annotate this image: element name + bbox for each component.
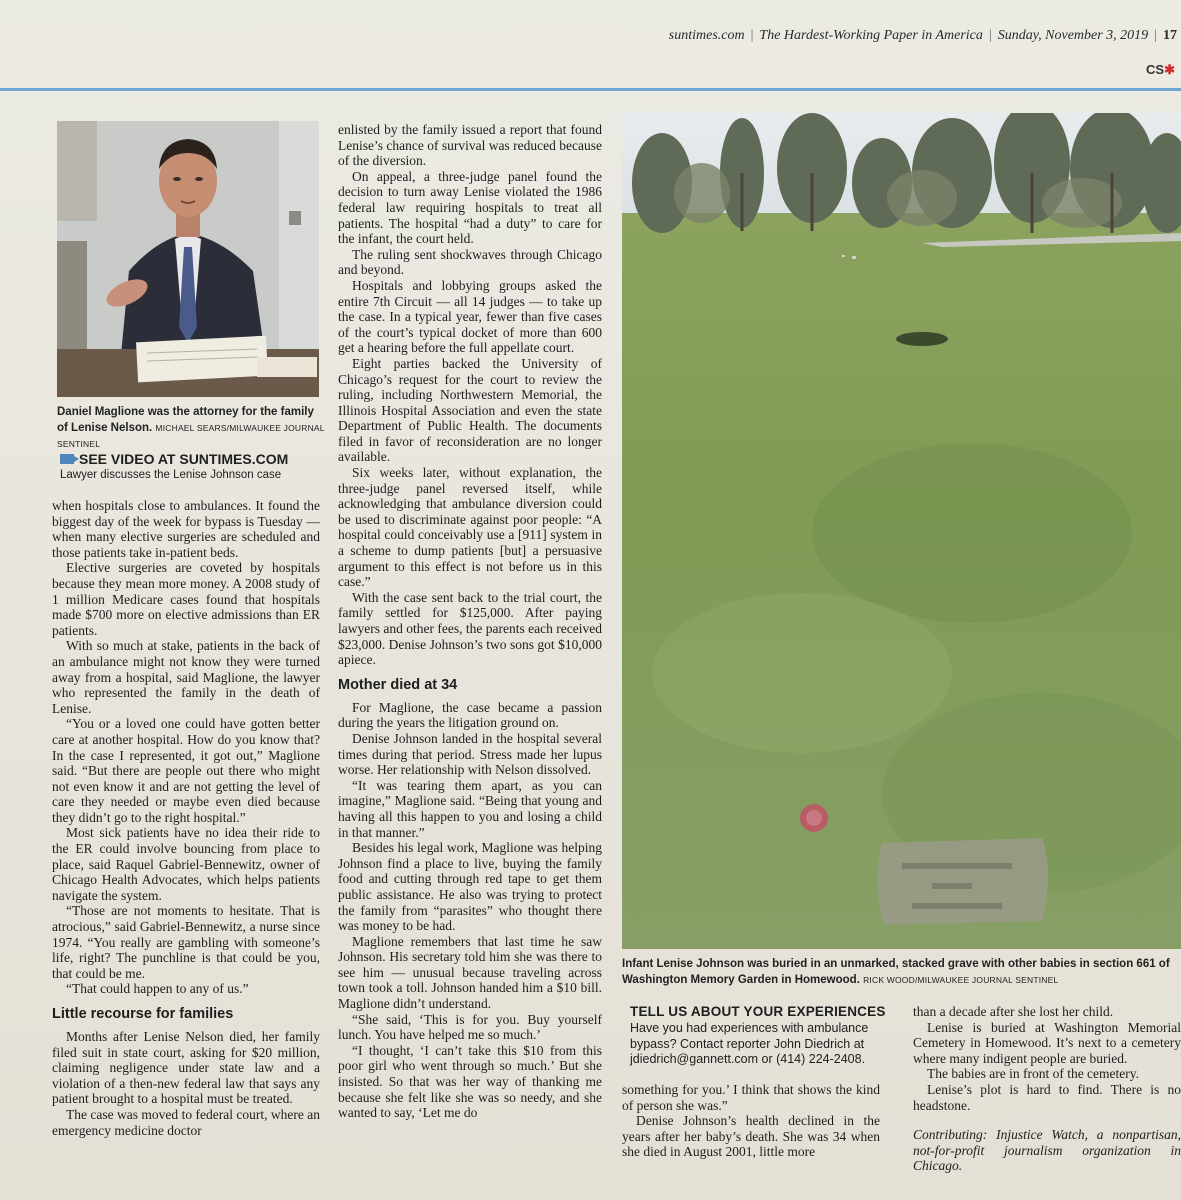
paragraph: The ruling sent shockwaves through Chicago and beyond.: [338, 246, 602, 278]
paragraph: “She said, ‘This is for you. Buy yourself lunch. You have helped me so much.’: [338, 1011, 602, 1043]
photo-credit: MICHAEL SEARS/MILWAUKEE JOURNAL SENTINEL: [57, 423, 325, 449]
video-callout[interactable]: [60, 451, 322, 481]
page-number: 17: [1163, 28, 1177, 43]
video-callout-subtitle: Lawyer discusses the Lenise Johnson case: [60, 469, 282, 481]
article-column-3: [622, 1082, 880, 1160]
section-code: CS: [1146, 62, 1165, 77]
paragraph: For Maglione, the case became a passion during the years the litigation ground on.: [338, 699, 602, 731]
paragraph: Maglione remembers that last time he saw Johnson. His secretary told him she was there to see him — unusual because traveling across town took a toll. Johnson handed him a $10 bill. Maglione didn’t understand.: [338, 933, 602, 1012]
masthead-date: Sunday, November 3, 2019: [997, 28, 1149, 43]
cemetery-illustration: [622, 113, 1181, 949]
paragraph: enlisted by the family issued a report that found Lenise’s chance of survival was reduced because of the diversion.: [338, 122, 602, 169]
paragraph: The babies are in front of the cemetery.: [927, 1066, 1140, 1082]
paragraph: something for you.’ I think that shows the kind of person she was.”: [622, 1082, 880, 1113]
section-star-icon: ✱: [1164, 62, 1175, 77]
video-camera-icon: [60, 454, 74, 464]
paragraph: Denise Johnson’s health declined in the years after her baby’s death. She was 34 when she died in August 2001, little more: [622, 1113, 880, 1160]
paragraph: Hospitals and lobbying groups asked the entire 7th Circuit — all 14 judges — to take up the case. In a typical year, fewer than five cases of the court’s typical docket of more than 600 get a hearing before the full appellate court.: [338, 277, 602, 356]
paragraph: With so much at stake, patients in the back of an ambulance might not know they were turned away from a hospital, said Maglione, the lawyer who represented the family in the death of Lenise.: [52, 638, 320, 716]
paragraph: On appeal, a three-judge panel found the decision to turn away Lenise violated the 1986 federal law requiring hospitals to treat all patients. The hospital “had a duty” to care for the infant, the court held.: [338, 168, 602, 247]
video-callout-head[interactable]: [60, 451, 322, 467]
subhead: Mother died at 34: [338, 676, 458, 693]
tell-us-box: [630, 1004, 890, 1068]
masthead: suntimes.com | The Hardest-Working Paper in America | Sunday, November 3, 2019 | 17: [668, 28, 1177, 43]
paragraph: Eight parties backed the University of Chicago’s request for the court to review the ruling, including Northwestern Memorial, the Illinois Hospital Association and even the state Department of Public Health. The documents filed in favor of reconsideration are no longer available.: [338, 355, 602, 465]
masthead-slogan: The Hardest-Working Paper in America: [759, 28, 983, 43]
section-label: [1146, 62, 1175, 78]
paragraph: The case was moved to federal court, where an emergency medicine doctor: [52, 1106, 320, 1138]
tell-us-heading: TELL US ABOUT YOUR EXPERIENCES: [630, 1004, 886, 1019]
attorney-illustration: [57, 121, 319, 397]
paragraph: Months after Lenise Nelson died, her family filed suit in state court, asking for $20 million, claiming negligence under state law and a violation of a then-new federal law that says any patient brought to a hospital must be treated.: [52, 1029, 320, 1107]
paragraph: than a decade after she lost her child.: [913, 1004, 1114, 1019]
paragraph: “I thought, ‘I can’t take this $10 from this poor girl who went through so much.’ But she insisted. So that was her way of thanking me because she felt like she was so needy, and she wanted to say, ‘Let me do: [338, 1042, 602, 1121]
paragraph: Elective surgeries are coveted by hospitals because they mean more money. A 2008 study of 1 million Medicare cases found that hospitals made $700 more on elective admissions than ER patients.: [52, 560, 320, 638]
photo-credit: RICK WOOD/MILWAUKEE JOURNAL SENTINEL: [863, 975, 1059, 985]
caption-text: Daniel Maglione was the attorney for the family of Lenise Nelson.: [57, 406, 314, 434]
tell-us-body: Have you had experiences with ambulance bypass? Contact reporter John Diedrich at jdiedrich@gannett.com or (414) 224-2408.: [630, 1021, 869, 1067]
paragraph: “You or a loved one could have gotten better care at another hospital. How do you know that? In the case I represented, it got out,” Maglione said. “But there are people out there who might not even know it and are not getting the level of care they needed or maybe even died because they didn’t go to the right hospital.”: [52, 716, 320, 825]
contributing-credit: Contributing: Injustice Watch, a nonpartisan, not-for-profit journalism organization in Chicago.: [913, 1127, 1181, 1174]
paragraph: With the case sent back to the trial court, the family settled for $125,000. After paying lawyers and other fees, the parents each received $23,000. Denise Johnson’s two sons got $10,000 apiece.: [338, 589, 602, 668]
attorney-photo: [57, 121, 319, 397]
paragraph: “That could happen to any of us.”: [66, 981, 249, 997]
cemetery-photo-caption: [622, 956, 1181, 988]
paragraph: Most sick patients have no idea their ride to the ER could involve bouncing from place to place, said Raquel Gabriel-Bennewitz, owner of Chicago Health Advocates, which helps patients navigate the system.: [52, 825, 320, 903]
paragraph: Denise Johnson landed in the hospital several times during that period. Stress made her lupus worse. Her relationship with Nelson dissolved.: [338, 730, 602, 778]
paragraph: Lenise is buried at Washington Memorial Cemetery in Homewood. It’s next to a cemetery where many indigent people are buried.: [913, 1019, 1181, 1066]
article-column-2: [338, 122, 602, 1121]
video-link-text[interactable]: SEE VIDEO AT SUNTIMES.COM: [79, 451, 289, 467]
article-column-4: [913, 1004, 1181, 1174]
paragraph: Lenise’s plot is hard to find. There is no headstone.: [913, 1081, 1181, 1113]
paragraph: “Those are not moments to hesitate. That is atrocious,” said Gabriel-Bennewitz, a nurse since 1974. “You really are gambling with someone’s life, right? The punchline is that could be you, that could be me.: [52, 903, 320, 981]
cemetery-photo: [622, 113, 1181, 949]
article-column-1: [52, 498, 320, 1138]
attorney-photo-caption: [57, 404, 327, 452]
subhead: Little recourse for families: [52, 1006, 234, 1022]
masthead-site: suntimes.com: [668, 28, 745, 43]
paragraph: when hospitals close to ambulances. It found the biggest day of the week for bypass is Tuesday — when many elective surgeries are scheduled and those patients take in-patient beds.: [52, 498, 320, 560]
caption-text: Infant Lenise Johnson was buried in an unmarked, stacked grave with other babies in section 661 of Washington Memory Garden in Homewood.: [622, 958, 1170, 986]
header-rule: [0, 88, 1181, 91]
paragraph: Six weeks later, without explanation, the three-judge panel reversed itself, while acknowledging that ambulance diversion could be used to discriminate against poor people: “A hospital could conceivably use a [911] system in a scheme to dump patients [but] a persuasive argument to this effect is not before us in this case.”: [338, 465, 602, 590]
paragraph: Besides his legal work, Maglione was helping Johnson find a place to live, buying the family food and cutting through red tape to get them public assistance. He also was trying to protect the family from “parasites” who thought there was money to be had.: [338, 840, 602, 934]
paragraph: “It was tearing them apart, as you can imagine,” Maglione said. “Being that young and having all this happen to you and losing a child in that manner.”: [338, 777, 602, 840]
